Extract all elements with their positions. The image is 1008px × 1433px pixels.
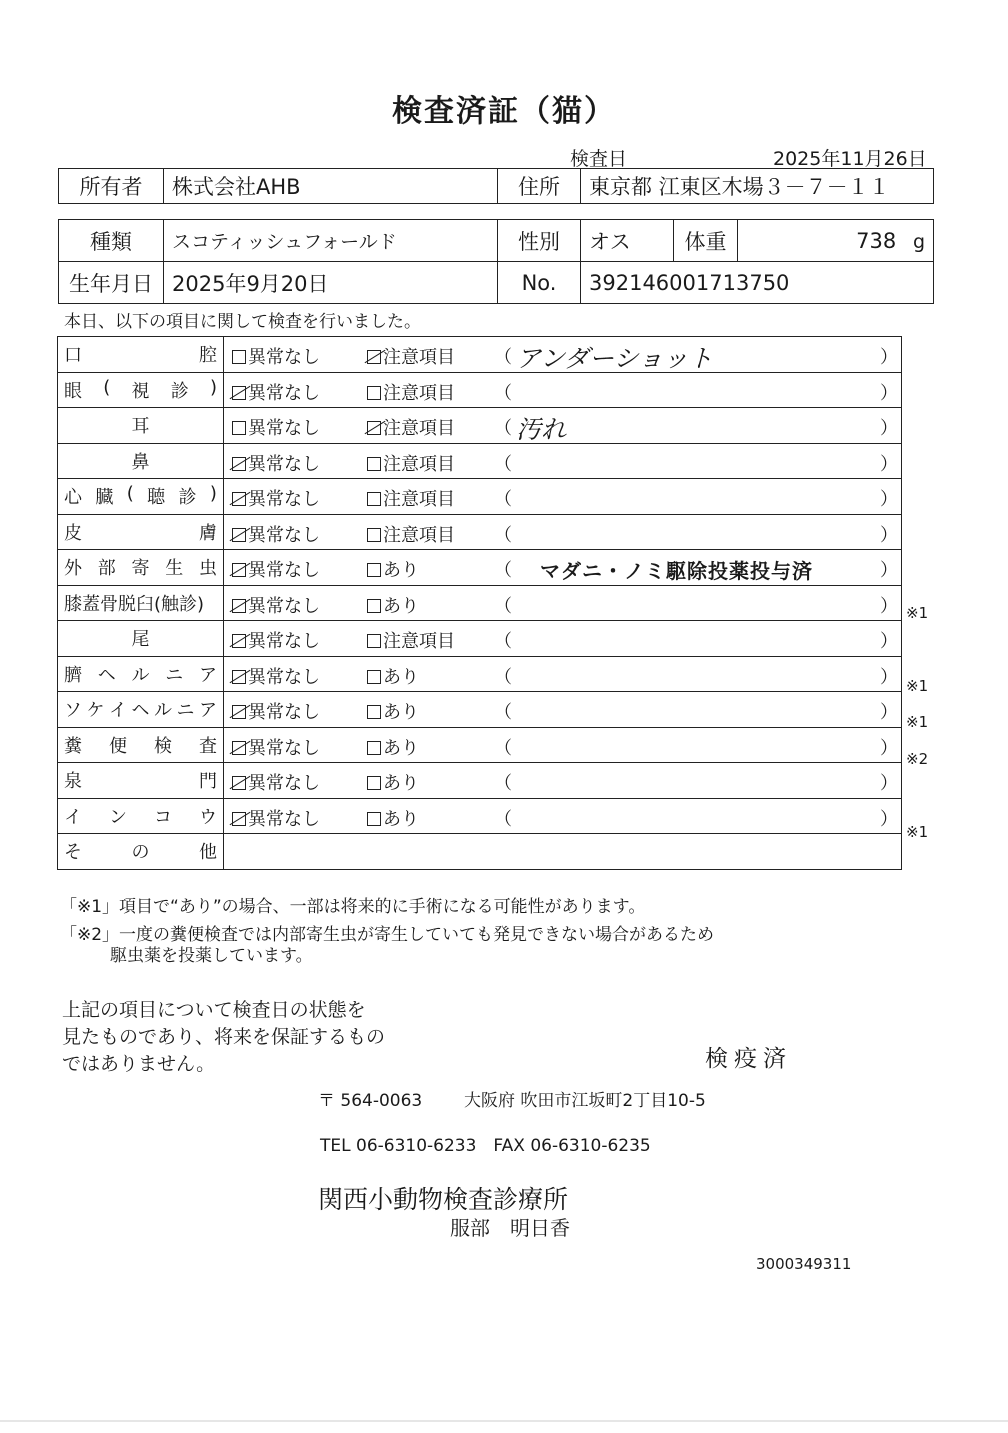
normal-checkbox[interactable] [232, 705, 246, 719]
normal-option-label: 異常なし [248, 702, 320, 723]
attention-option-label: あり [383, 595, 419, 617]
exam-item-label [58, 656, 224, 692]
normal-option[interactable] [232, 663, 320, 689]
paren-close: ） [880, 453, 898, 475]
exam-item-label-text: 心 臓 ( 聴 診 ) [64, 483, 217, 509]
normal-checkbox[interactable] [232, 563, 246, 577]
paren-open: （ [494, 666, 512, 688]
normal-option-label: 異常なし [248, 418, 320, 439]
normal-checkbox[interactable] [232, 741, 246, 755]
attention-checkbox[interactable] [367, 563, 381, 577]
paren-open: （ [494, 489, 512, 510]
exam-result-cell [224, 656, 902, 692]
paren-close: ） [880, 808, 898, 830]
exam-item-label [58, 408, 224, 444]
normal-checkbox[interactable] [232, 812, 246, 826]
attention-checkbox[interactable] [367, 492, 381, 506]
doctor-name: 服部 明日香 [450, 1216, 570, 1240]
exam-item-label-text: イ ン コ ウ [64, 806, 217, 828]
exam-result-cell [224, 443, 902, 479]
exam-item-label [58, 372, 224, 408]
normal-option-label: 異常なし [248, 382, 320, 404]
footnote-mark: ※2 [906, 749, 929, 768]
attention-option-label: 注意項目 [383, 382, 455, 404]
normal-option-label: 異常なし [248, 489, 320, 510]
exam-row [58, 692, 902, 728]
paren-close: ） [880, 702, 898, 723]
normal-checkbox[interactable] [232, 492, 246, 506]
weight-value: 738 [856, 228, 897, 253]
exam-item-label-text: 外 部 寄 生 虫 [64, 558, 217, 580]
owner-table [58, 168, 934, 204]
exam-date-label: 検査日 [570, 148, 628, 170]
exam-row [58, 372, 902, 408]
breed-label: 種類 [59, 220, 164, 262]
normal-option-label: 異常なし [248, 453, 320, 475]
footnote-2-line2: 駆虫薬を投薬しています。 [110, 946, 313, 966]
attention-option-label: 注意項目 [383, 489, 455, 510]
exam-item-label-text: 尾 [131, 629, 150, 651]
owner-label: 所有者 [59, 169, 164, 204]
paren-close: ） [880, 560, 898, 581]
exam-item-label [58, 479, 224, 515]
attention-checkbox[interactable] [367, 776, 381, 790]
attention-checkbox[interactable] [367, 599, 381, 613]
weight-unit: g [912, 230, 925, 253]
normal-option-label: 異常なし [248, 666, 320, 688]
attention-option-label: 注意項目 [383, 631, 455, 652]
normal-option[interactable] [232, 343, 320, 369]
sex-value: オス [581, 220, 674, 262]
normal-checkbox[interactable] [232, 386, 246, 400]
normal-option[interactable] [232, 556, 320, 582]
normal-option[interactable] [232, 450, 320, 476]
attention-option[interactable] [367, 414, 455, 440]
breed-value: スコティッシュフォールド [164, 220, 498, 262]
exam-result-cell [224, 479, 902, 515]
serial-number: 3000349311 [756, 1255, 852, 1273]
normal-option[interactable] [232, 805, 320, 831]
exam-row [58, 621, 902, 657]
exam-item-label-text: 耳 [131, 416, 150, 438]
exam-result-cell [224, 514, 902, 550]
birth-value: 2025年9月20日 [164, 262, 498, 304]
exam-row [58, 479, 902, 515]
attention-option[interactable] [367, 734, 419, 760]
normal-checkbox[interactable] [232, 528, 246, 542]
attention-option-label: 注意項目 [383, 524, 455, 546]
exam-item-label-text: 膝蓋骨脱臼(触診) [64, 593, 205, 615]
attention-option[interactable] [367, 521, 455, 547]
exam-row [58, 585, 902, 621]
clinic-address: 大阪府 吹田市江坂町2丁目10-5 [464, 1091, 706, 1111]
attention-checkbox[interactable] [367, 350, 381, 364]
pet-info-table [58, 219, 934, 304]
exam-item-label [58, 337, 224, 373]
normal-option-label: 異常なし [248, 773, 320, 794]
normal-option[interactable] [232, 521, 320, 547]
paren-close: ） [880, 382, 898, 404]
tel-fax: TEL 06-6310-6233 FAX 06-6310-6235 [320, 1136, 651, 1156]
paren-open: （ [494, 560, 512, 581]
paren-close: ） [880, 489, 898, 510]
exam-result-cell [224, 550, 902, 586]
paren-open: （ [494, 524, 512, 546]
attention-checkbox[interactable] [367, 634, 381, 648]
weight-cell [738, 220, 934, 262]
address-value: 東京都 江東区木場３－７－１１ [581, 169, 934, 204]
paren-open: （ [494, 418, 512, 439]
footnote-mark: ※1 [906, 676, 929, 695]
paren-close: ） [880, 737, 898, 759]
attention-option[interactable] [367, 805, 419, 831]
exam-row [58, 337, 902, 373]
other-note-cell[interactable] [224, 834, 902, 870]
exam-table [57, 336, 902, 870]
attention-checkbox[interactable] [367, 812, 381, 826]
owner-value: 株式会社AHB [164, 169, 498, 204]
paren-close: ） [880, 631, 898, 652]
exam-item-label [58, 514, 224, 550]
exam-row [58, 727, 902, 763]
footnote-mark: ※1 [906, 713, 929, 731]
exam-result-cell [224, 408, 902, 444]
attention-option-label: あり [383, 773, 419, 794]
exam-note: マダニ・ノミ駆除投薬投与済 [540, 559, 813, 583]
attention-option[interactable] [367, 343, 455, 369]
weight-label: 体重 [674, 220, 738, 262]
exam-item-label [58, 834, 224, 870]
exam-item-label [58, 621, 224, 657]
paren-open: （ [494, 773, 512, 794]
normal-option[interactable] [232, 769, 320, 795]
scan-edge-line [0, 1420, 1008, 1422]
footnote-1: 「※1」項目で“あり”の場合、一部は将来的に手術になる可能性があります。 [60, 897, 646, 917]
normal-option[interactable] [232, 592, 320, 618]
disclaimer-line3: ではありません。 [62, 1053, 216, 1075]
exam-item-label [58, 550, 224, 586]
exam-item-label [58, 585, 224, 621]
paren-open: （ [494, 631, 512, 652]
normal-checkbox[interactable] [232, 599, 246, 613]
normal-option[interactable] [232, 698, 320, 724]
clinic-name: 関西小動物検査診療所 [318, 1185, 569, 1214]
attention-option[interactable] [367, 556, 419, 582]
exam-row [58, 656, 902, 692]
normal-checkbox[interactable] [232, 670, 246, 684]
disclaimer-line1: 上記の項目について検査日の状態を [62, 999, 366, 1021]
exam-result-cell [224, 621, 902, 657]
exam-result-cell [224, 798, 902, 834]
normal-option[interactable] [232, 627, 320, 653]
birth-label: 生年月日 [59, 262, 164, 304]
attention-option-label: あり [383, 808, 419, 830]
exam-row-other [58, 834, 902, 870]
attention-checkbox[interactable] [367, 741, 381, 755]
attention-option[interactable] [367, 698, 419, 724]
paren-close: ） [880, 418, 898, 439]
attention-checkbox[interactable] [367, 421, 381, 435]
normal-checkbox[interactable] [232, 457, 246, 471]
attention-option[interactable] [367, 379, 455, 405]
exam-item-label-text: 泉 門 [64, 771, 217, 793]
normal-option-label: 異常なし [248, 631, 320, 652]
normal-option[interactable] [232, 734, 320, 760]
exam-item-label-text: 眼 ( 視 診 ) [64, 376, 217, 402]
normal-checkbox[interactable] [232, 421, 246, 435]
attention-option-label: 注意項目 [383, 453, 455, 475]
attention-checkbox[interactable] [367, 457, 381, 471]
no-label: No. [498, 262, 581, 304]
normal-checkbox[interactable] [232, 634, 246, 648]
exam-item-label [58, 763, 224, 799]
exam-result-cell [224, 585, 902, 621]
exam-item-label-text: 皮 膚 [64, 522, 217, 544]
footnote-mark: ※1 [906, 822, 929, 841]
exam-item-label-text: ソ ケ イ ヘ ル ニ ア [64, 700, 217, 722]
normal-option[interactable] [232, 379, 320, 405]
exam-date: 2025年11月26日 [773, 148, 927, 170]
exam-note: アンダーショット [516, 344, 714, 372]
paren-open: （ [494, 453, 512, 475]
exam-row [58, 550, 902, 586]
paren-close: ） [880, 524, 898, 546]
normal-option-label: 異常なし [248, 595, 320, 617]
paren-open: （ [494, 808, 512, 830]
attention-option-label: あり [383, 702, 419, 723]
intro-text: 本日、以下の項目に関して検査を行いました。 [64, 312, 421, 332]
attention-option[interactable] [367, 592, 419, 618]
attention-option[interactable] [367, 627, 455, 653]
quarantine-seal: 検疫済 [705, 1046, 792, 1072]
attention-option[interactable] [367, 769, 419, 795]
attention-checkbox[interactable] [367, 528, 381, 542]
exam-item-label-text: 臍 ヘ ル ニ ア [64, 664, 217, 686]
exam-item-label-text: 鼻 [131, 451, 150, 473]
normal-option-label: 異常なし [248, 524, 320, 546]
exam-result-cell [224, 692, 902, 728]
postal-code: 〒 564-0063 [318, 1091, 423, 1111]
exam-result-cell [224, 337, 902, 373]
normal-option[interactable] [232, 414, 320, 440]
exam-row [58, 798, 902, 834]
paren-open: （ [494, 347, 512, 368]
paren-close: ） [880, 595, 898, 617]
number-value: 392146001713750 [581, 262, 934, 304]
paren-close: ） [880, 347, 898, 368]
paren-open: （ [494, 702, 512, 723]
footnote-2-line1: 「※2」一度の糞便検査では内部寄生虫が寄生していても発見できない場合があるため [60, 925, 715, 945]
normal-option-label: 異常なし [248, 347, 320, 368]
normal-checkbox[interactable] [232, 776, 246, 790]
other-label: そ の 他 [64, 842, 217, 864]
attention-option-label: あり [383, 737, 419, 759]
normal-checkbox[interactable] [232, 350, 246, 364]
attention-option[interactable] [367, 450, 455, 476]
exam-row [58, 763, 902, 799]
footnote-mark: ※1 [906, 603, 929, 622]
exam-item-label [58, 727, 224, 763]
attention-checkbox[interactable] [367, 705, 381, 719]
attention-option-label: あり [383, 666, 419, 688]
normal-option-label: 異常なし [248, 737, 320, 759]
attention-checkbox[interactable] [367, 670, 381, 684]
address-label: 住所 [498, 169, 581, 204]
normal-option-label: 異常なし [248, 560, 320, 581]
page-title: 検査済証（猫） [392, 94, 616, 129]
paren-open: （ [494, 737, 512, 759]
paren-close: ） [880, 666, 898, 688]
attention-option[interactable] [367, 663, 419, 689]
exam-item-label [58, 443, 224, 479]
exam-result-cell [224, 763, 902, 799]
paren-open: （ [494, 595, 512, 617]
attention-option-label: 注意項目 [383, 347, 455, 368]
disclaimer-line2: 見たものであり、将来を保証するもの [62, 1026, 386, 1048]
paren-open: （ [494, 382, 512, 404]
exam-row [58, 443, 902, 479]
exam-result-cell [224, 727, 902, 763]
exam-note: 汚れ [516, 415, 567, 443]
attention-option-label: 注意項目 [383, 418, 455, 439]
paren-close: ） [880, 773, 898, 794]
attention-checkbox[interactable] [367, 386, 381, 400]
normal-option[interactable] [232, 485, 320, 511]
attention-option-label: あり [383, 560, 419, 581]
exam-item-label-text: 糞 便 検 査 [64, 735, 217, 757]
sex-label: 性別 [498, 220, 581, 262]
exam-row [58, 514, 902, 550]
exam-item-label [58, 798, 224, 834]
exam-row [58, 408, 902, 444]
attention-option[interactable] [367, 485, 455, 511]
exam-item-label [58, 692, 224, 728]
exam-result-cell [224, 372, 902, 408]
normal-option-label: 異常なし [248, 808, 320, 830]
exam-item-label-text: 口 腔 [64, 345, 217, 367]
